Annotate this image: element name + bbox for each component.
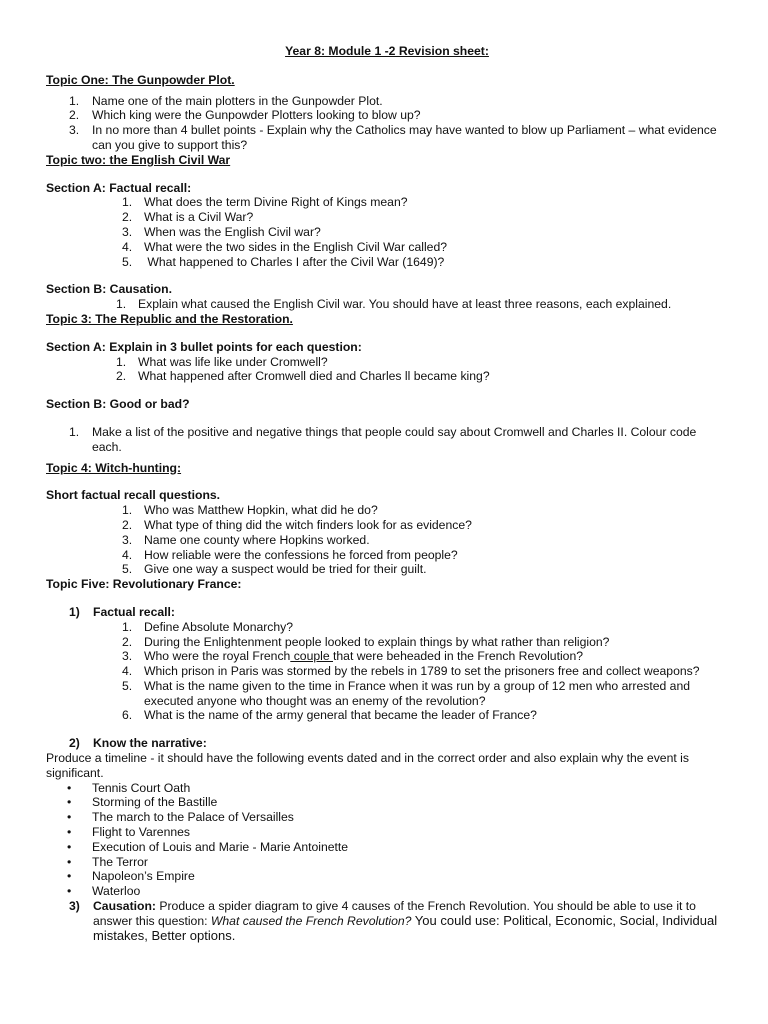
topic2-heading: Topic two: the English Civil War bbox=[46, 152, 231, 167]
topic3-list-b bbox=[46, 425, 728, 455]
topic2-list-b bbox=[46, 297, 728, 312]
list-item: 1. Explain what caused the English Civil war. You should have at least three reasons, each explained. bbox=[116, 297, 672, 312]
list-item: • Storming of the Bastille bbox=[67, 795, 218, 810]
list-item: 5. Give one way a suspect would be tried for their guilt. bbox=[122, 562, 427, 577]
list-item: 1. What does the term Divine Right of Kings mean? bbox=[122, 195, 408, 210]
list-item: • Napoleon’s Empire bbox=[67, 869, 195, 884]
topic1-heading: Topic One: The Gunpowder Plot. bbox=[46, 72, 235, 87]
topic5-part1-heading: 1) Factual recall: bbox=[69, 604, 175, 619]
topic5-part3: 3) Causation: Produce a spider diagram to give 4 causes of the French Revolution. You should be able to use it to answer this question: What caused the French Revolution? You could use: Political, Economic, Social, Individual mistakes, Better options. bbox=[69, 899, 718, 943]
topic3-section-a: Section A: Explain in 3 bullet points for each question: bbox=[46, 339, 362, 354]
topic1-list bbox=[46, 94, 728, 153]
list-item: • The Terror bbox=[67, 854, 148, 869]
list-item: • Waterloo bbox=[67, 884, 141, 899]
list-item: • Execution of Louis and Marie - Marie Antoinette bbox=[67, 839, 349, 854]
list-item: 2. Which king were the Gunpowder Plotters looking to blow up? bbox=[69, 108, 421, 123]
topic5-list-1 bbox=[46, 620, 728, 724]
topic5-heading: Topic Five: Revolutionary France: bbox=[46, 577, 242, 592]
topic4-heading: Topic 4: Witch-hunting: bbox=[46, 460, 182, 475]
topic2-section-a: Section A: Factual recall: bbox=[46, 180, 192, 195]
page-title: Year 8: Module 1 -2 Revision sheet: bbox=[285, 44, 489, 58]
topic2-list-a bbox=[46, 195, 728, 269]
list-item: 1. Who was Matthew Hopkin, what did he do? bbox=[122, 503, 378, 518]
list-item: 5. What is the name given to the time in France when it was run by a group of 12 men who arrested and executed anyone who thought was an enemy of the revolution? bbox=[122, 678, 691, 708]
list-item: 2. What happened after Cromwell died and Charles ll became king? bbox=[116, 369, 490, 384]
list-item: 2. What is a Civil War? bbox=[122, 210, 254, 225]
list-item: 3. When was the English Civil war? bbox=[122, 224, 321, 239]
topic5-part2-text: Produce a timeline - it should have the following events dated and in the correct order and also explain why the event is significant. bbox=[46, 751, 689, 780]
list-item: 4. What were the two sides in the English Civil War called? bbox=[122, 239, 448, 254]
list-item: 4. How reliable were the confessions he forced from people? bbox=[122, 547, 458, 562]
list-item: 1. What was life like under Cromwell? bbox=[116, 354, 328, 369]
topic2-section-b: Section B: Causation. bbox=[46, 282, 172, 297]
topic3-heading: Topic 3: The Republic and the Restoration. bbox=[46, 311, 293, 326]
list-item: 1. Make a list of the positive and negative things that people could say about Cromwell and Charles II. Colour code each. bbox=[69, 424, 697, 454]
list-item: 3. In no more than 4 bullet points - Explain why the Catholics may have wanted to blow up Parliament – what evidence can you give to support this? bbox=[69, 123, 717, 152]
list-item: 3. Name one county where Hopkins worked. bbox=[122, 532, 370, 547]
list-item: • Flight to Varennes bbox=[67, 825, 191, 840]
list-item: 2. During the Enlightenment people looked to explain things by what rather than religion? bbox=[122, 634, 610, 649]
list-item: • Tennis Court Oath bbox=[67, 780, 191, 795]
list-item: 3. Who were the royal French couple that were beheaded in the French Revolution? bbox=[122, 649, 584, 664]
list-item: 5. What happened to Charles I after the Civil War (1649)? bbox=[122, 254, 445, 269]
topic3-list-a bbox=[46, 355, 728, 385]
list-item: • The march to the Palace of Versailles bbox=[67, 810, 294, 825]
events-list bbox=[46, 781, 728, 899]
topic3-section-b: Section B: Good or bad? bbox=[46, 397, 190, 412]
topic4-section: Short factual recall questions. bbox=[46, 488, 221, 503]
list-item: 1. Name one of the main plotters in the Gunpowder Plot. bbox=[69, 93, 383, 108]
list-item: 2. What type of thing did the witch finders look for as evidence? bbox=[122, 517, 472, 532]
list-item: 6. What is the name of the army general that became the leader of France? bbox=[122, 708, 537, 723]
topic4-list bbox=[46, 503, 728, 577]
topic5-part2-heading: 2) Know the narrative: bbox=[69, 736, 207, 751]
list-item: 4. Which prison in Paris was stormed by the rebels in 1789 to set the prisoners free and collect weapons? bbox=[122, 664, 700, 679]
list-item: 1. Define Absolute Monarchy? bbox=[122, 619, 294, 634]
